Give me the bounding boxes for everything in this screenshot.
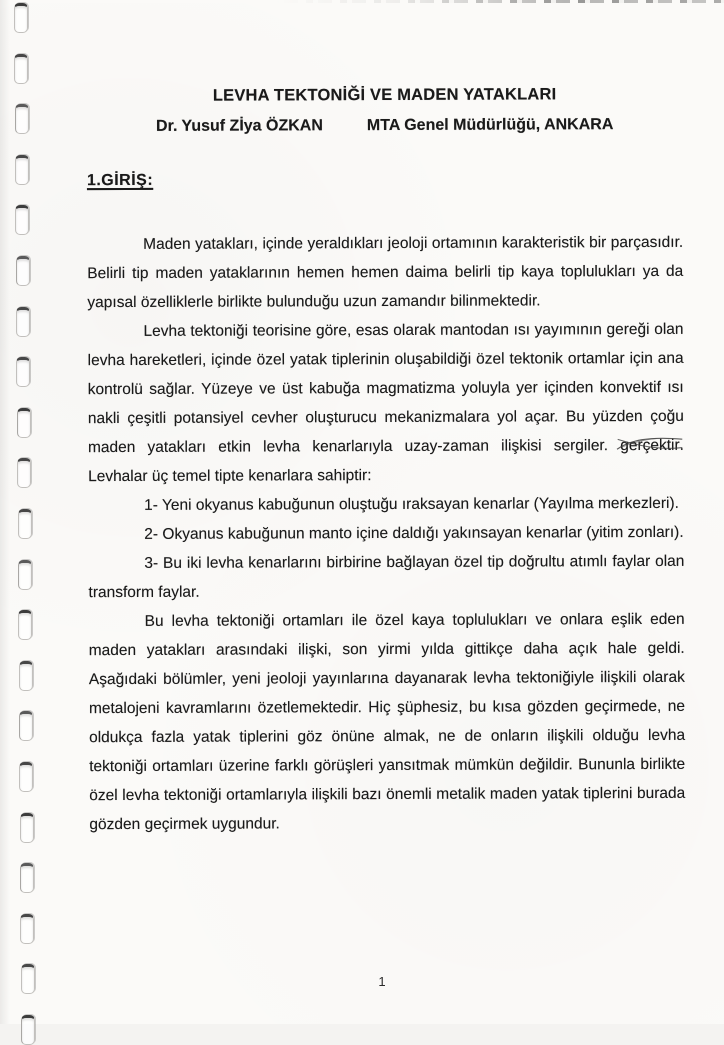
byline: [87, 114, 683, 138]
paragraph-text: Levha tektoniği teorisine göre, esas olarak mantodan ısı yayımının gereği olan levha hareketleri, içinde özel yatak tiplerinin oluşabildiği özel tektonik ortamlar için ana kontrolü sağlar. Yüzeye ve üst kabuğa magmatizma yoluyla yer içinden konvektif ısı nakli çeşitli potansiyel cevher oluşturucu mekanizmalara yol açar. Bu yüzden çoğu maden yatakları etkin levha kenarlarıyla uzay-zaman ilişkisi sergiler.: [87, 320, 684, 457]
binding-hole: [16, 357, 30, 387]
binding-hole: [17, 458, 31, 488]
binding-hole: [20, 863, 34, 893]
binding-hole: [20, 914, 34, 944]
binding-hole: [21, 1015, 35, 1045]
paragraph: [87, 315, 684, 491]
document-title: LEVHA TEKTONİĞİ VE MADEN YATAKLARI: [212, 85, 557, 105]
binding-hole: [14, 54, 28, 84]
binding-hole: [16, 307, 30, 337]
struck-word-text: gerçektir: [620, 436, 680, 455]
paragraph: Maden yatakları, içinde yeraldıkları jeoloji ortamının karakteristik bir parçasıdır. Belirli tip maden yataklarının hemen hemen daima belirli tip kaya toplulukları ya da yapısal özelliklerle birlikte bulunduğu uzun zamandır bilinmektedir.: [87, 233, 684, 312]
binding-hole: [18, 560, 32, 590]
binding-hole: [15, 205, 29, 235]
binding-hole: [18, 610, 32, 640]
binding-hole: [20, 813, 34, 843]
binding-strip: [0, 0, 44, 1024]
binding-hole: [15, 104, 29, 134]
list-item: 1- Yeni okyanus kabuğunun oluştuğu ıraksayan kenarlar (Yayılma merkezleri).: [144, 494, 679, 514]
binding-hole: [17, 408, 31, 438]
binding-hole: [18, 509, 32, 539]
binding-hole: [16, 256, 30, 286]
affiliation: MTA Genel Müdürlüğü, ANKARA: [366, 116, 614, 135]
list-item: 3- Bu iki levha kenarlarını birbirine bağlayan özel tip doğrultu atımlı faylar olan transform faylar.: [88, 552, 685, 602]
binding-hole: [19, 711, 33, 741]
scan-edge-artifact: [0, 0, 724, 3]
list-item: 2- Okyanus kabuğunun manto içine daldığı yakınsayan kenarlar (yitim zonları).: [144, 523, 684, 543]
author-name: Dr. Yusuf Zİya ÖZKAN: [155, 117, 323, 135]
page-number: 1: [378, 974, 386, 989]
struck-word: [620, 437, 680, 454]
binding-hole: [19, 762, 33, 792]
binding-hole: [15, 155, 29, 185]
binding-hole: [14, 3, 28, 33]
section-heading: 1.GİRİŞ:: [86, 171, 154, 190]
body-text: [87, 228, 685, 839]
binding-hole: [19, 661, 33, 691]
paragraph-text: . Levhalar üç temel tipte kenarlara sahiptir:: [88, 436, 684, 486]
paragraph: Bu levha tektoniği ortamları ile özel kaya toplulukları ve onlara eşlik eden maden yatakları arasındaki ilişki, son yirmi yılda gittikçe daha açık hale geldi. Aşağıdaki bölümler, yeni jeoloji yayınlarına dayanarak levha tektoniğiyle ilişkili olarak metalojeni kavramlarını özetlemektedir. Hiç şüphesiz, bu kısa gözden geçirmede, ne oldukça fazla yatak tiplerini göz önüne almak, ne de onların ilişkili olduğu levha tektoniği ortamları üzerine farklı görüşleri yansıtmak mümkün değildir. Bununla birlikte özel levha tektoniği ortamlarıyla ilişkili bazı önemli metalik maden yatak tiplerini burada gözden geçirmek uygundur.: [88, 610, 686, 834]
document-content: [87, 83, 686, 839]
